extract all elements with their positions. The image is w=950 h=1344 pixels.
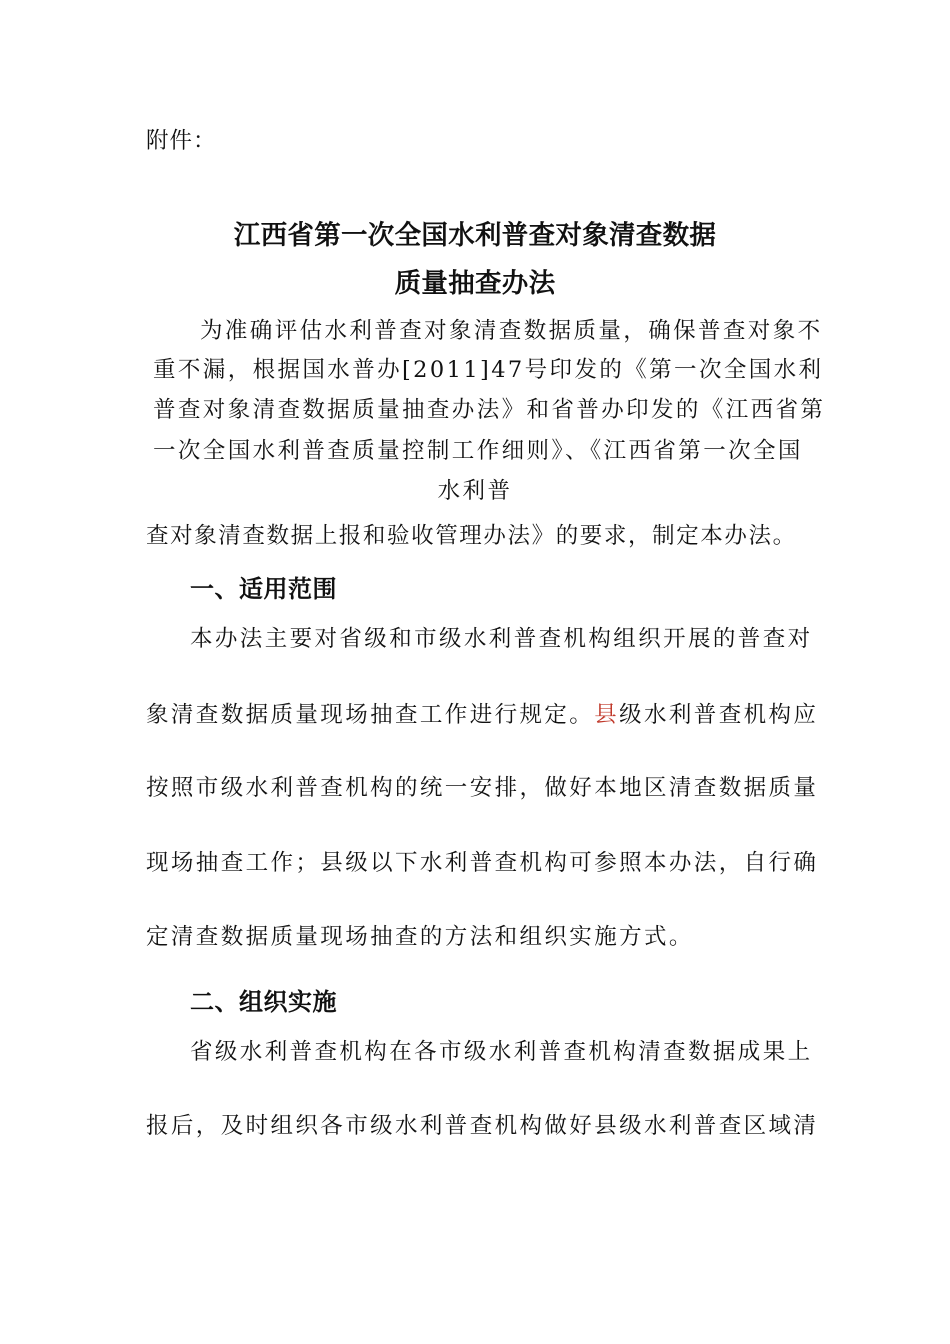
intro-line-1: 为准确评估水利普查对象清查数据质量，确保普查对象不 — [200, 318, 823, 344]
section1-line-2-suffix: 级水利普查机构应 — [619, 702, 819, 728]
section2-heading: 二、组织实施 — [190, 988, 337, 1016]
intro-line-5: 水利普 — [437, 478, 513, 504]
section1-line-5: 定清查数据质量现场抽查的方法和组织实施方式。 — [146, 924, 694, 950]
intro-line-3: 普查对象清查数据质量抽查办法》和省普办印发的《江西省第 — [153, 397, 826, 423]
intro-line-2: 重不漏，根据国水普办[2011]47号印发的《第一次全国水利 — [153, 357, 824, 383]
section1-heading: 一、适用范围 — [190, 575, 337, 603]
section1-line-1: 本办法主要对省级和市级水利普查机构组织开展的普查对 — [190, 626, 813, 652]
section1-line-2 — [146, 700, 818, 730]
section1-line-3: 按照市级水利普查机构的统一安排，做好本地区清查数据质量 — [146, 775, 819, 801]
highlighted-text: 县 — [594, 702, 620, 728]
intro-line-4: 一次全国水利普查质量控制工作细则》、《江西省第一次全国 — [153, 438, 803, 464]
attachment-label: 附件： — [146, 128, 217, 154]
section2-line-1: 省级水利普查机构在各市级水利普查机构清查数据成果上 — [190, 1039, 813, 1065]
section2-line-2: 报后，及时组织各市级水利普查机构做好县级水利普查区域清 — [146, 1113, 819, 1139]
intro-line-6: 查对象清查数据上报和验收管理办法》的要求，制定本办法。 — [146, 523, 797, 549]
section1-line-4: 现场抽查工作；县级以下水利普查机构可参照本办法，自行确 — [146, 850, 819, 876]
document-title-line2: 质量抽查办法 — [394, 268, 556, 299]
section1-line-2-prefix: 象清查数据质量现场抽查工作进行规定。 — [146, 702, 595, 728]
document-title-line1: 江西省第一次全国水利普查对象清查数据 — [233, 220, 717, 251]
